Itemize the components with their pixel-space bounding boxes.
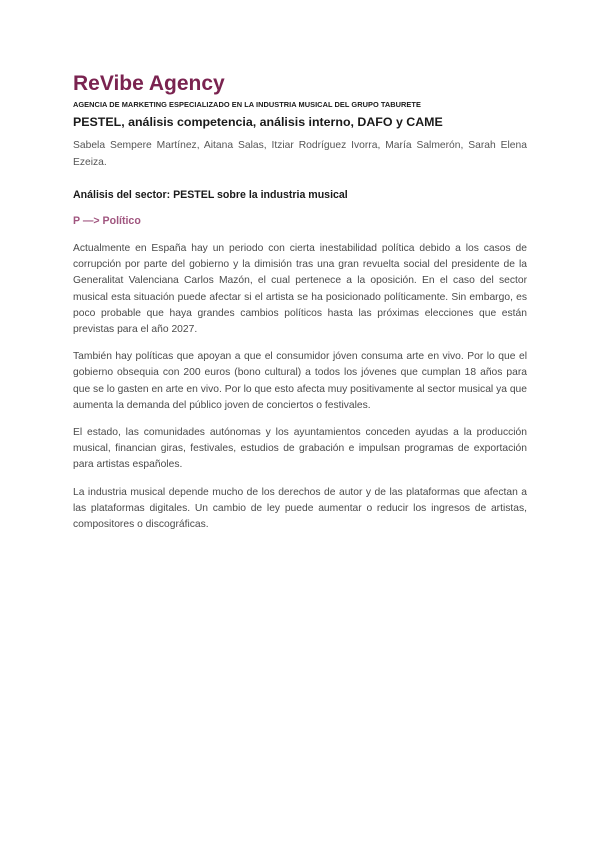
paragraph-1: Actualmente en España hay un periodo con cierta inestabilidad política debido a los casos de corrupción por parte del gobierno y la dimisión tras una gran revuelta social del presidente de la Generalitat Valenciana Carlos Mazón, el cual pertenece a la oposición. En el caso del sector musical esta situación puede afectar si el artista se ha posicionado políticamente. Sin embargo, es poco probable que haya grandes cambios políticos hasta las próximas elecciones que están previstas para el año 2027. — [73, 243, 527, 336]
subsection-heading-politico: P —> Político — [73, 215, 141, 227]
document-title-pestel: PESTEL — [73, 115, 122, 129]
document-title-rest: , análisis competencia, análisis interno, DAFO y CAME — [121, 115, 443, 129]
authors-line: Sabela Sempere Martínez, Aitana Salas, Itziar Rodríguez Ivorra, María Salmerón, Sarah Elena Ezeiza. — [73, 140, 527, 168]
paragraph-3: El estado, las comunidades autónomas y los ayuntamientos conceden ayudas a la producción musical, financian giras, festivales, estudios de grabación e impulsan programas de exportación para artistas españoles. — [73, 427, 527, 471]
document-title — [73, 114, 527, 131]
brand-title: ReVibe Agency — [73, 72, 225, 95]
agency-tagline: AGENCIA DE MARKETING ESPECIALIZADO EN LA INDUSTRIA MUSICAL DEL GRUPO TABURETE — [73, 100, 421, 109]
paragraph-2: También hay políticas que apoyan a que el consumidor jóven consuma arte en vivo. Por lo que el gobierno obsequia con 200 euros (bono cultural) a todos los jóvenes que cumplan 18 años para que se lo gasten en arte en vivo. Por lo que esto afecta muy positivamente al sector musical ya que aumenta la demanda del público joven de conciertos o festivales. — [73, 351, 527, 411]
section-heading: Análisis del sector: PESTEL sobre la industria musical — [73, 189, 348, 201]
paragraph-4: La industria musical depende mucho de los derechos de autor y de las plataformas que afectan a las plataformas digitales. Un cambio de ley puede aumentar o reducir los ingresos de artistas, compositores o discográficas. — [73, 486, 527, 531]
